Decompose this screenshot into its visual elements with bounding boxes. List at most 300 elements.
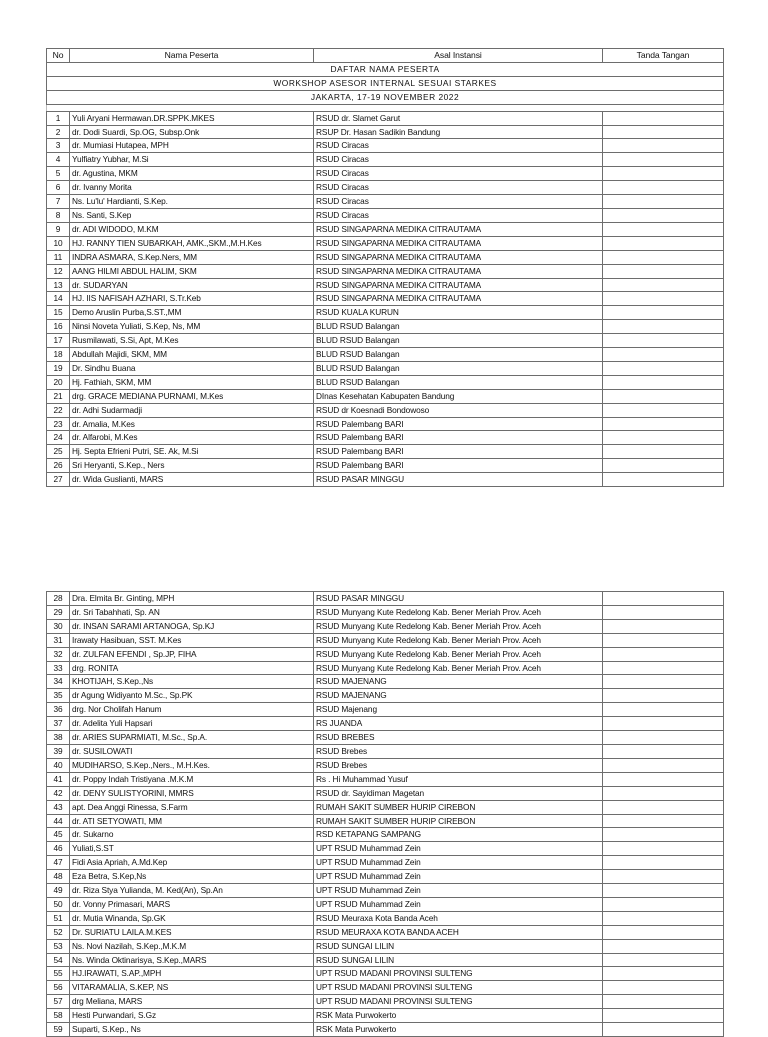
- signature-cell: [603, 897, 724, 911]
- signature-cell: [603, 1009, 724, 1023]
- signature-cell: [603, 758, 724, 772]
- signature-cell: [603, 111, 724, 125]
- signature-cell: [603, 661, 724, 675]
- table-row: [47, 1009, 724, 1023]
- participant-name: dr. SUDARYAN: [70, 278, 314, 292]
- signature-cell: [603, 967, 724, 981]
- row-number: 18: [47, 348, 70, 362]
- signature-cell: [603, 828, 724, 842]
- row-number: 58: [47, 1009, 70, 1023]
- participant-institution: RSUD dr. Sayidiman Magetan: [314, 786, 603, 800]
- participant-institution: RUMAH SAKIT SUMBER HURIP CIREBON: [314, 800, 603, 814]
- table-row: [47, 389, 724, 403]
- participant-institution: RSUD Ciracas: [314, 208, 603, 222]
- row-number: 9: [47, 222, 70, 236]
- row-number: 33: [47, 661, 70, 675]
- signature-cell: [603, 800, 724, 814]
- signature-cell: [603, 633, 724, 647]
- participant-name: Rusmilawati, S.Si, Apt, M.Kes: [70, 334, 314, 348]
- participant-name: Ninsi Noveta Yuliati, S.Kep, Ns, MM: [70, 320, 314, 334]
- participant-institution: RS JUANDA: [314, 717, 603, 731]
- signature-cell: [603, 842, 724, 856]
- participant-name: HJ. IIS NAFISAH AZHARI, S.Tr.Keb: [70, 292, 314, 306]
- participant-name: Demo Aruslin Purba,S.ST.,MM: [70, 306, 314, 320]
- table-row: [47, 195, 724, 209]
- signature-cell: [603, 292, 724, 306]
- participant-name: dr. Agustina, MKM: [70, 167, 314, 181]
- participant-name: dr. DENY SULISTYORINI, MMRS: [70, 786, 314, 800]
- table-row: [47, 717, 724, 731]
- signature-cell: [603, 320, 724, 334]
- participant-institution: RSUD SINGAPARNA MEDIKA CITRAUTAMA: [314, 250, 603, 264]
- participant-name: HJ. RANNY TIEN SUBARKAH, AMK.,SKM.,M.H.Kes: [70, 236, 314, 250]
- table-row: [47, 911, 724, 925]
- row-number: 59: [47, 1023, 70, 1037]
- participant-institution: RSK Mata Purwokerto: [314, 1009, 603, 1023]
- column-header-institution: Asal Instansi: [314, 49, 603, 63]
- table-row: [47, 689, 724, 703]
- signature-cell: [603, 181, 724, 195]
- participant-institution: RSUD Munyang Kute Redelong Kab. Bener Meriah Prov. Aceh: [314, 633, 603, 647]
- signature-cell: [603, 167, 724, 181]
- signature-cell: [603, 222, 724, 236]
- participant-institution: RSUD SINGAPARNA MEDIKA CITRAUTAMA: [314, 278, 603, 292]
- participant-institution: RSUD dr. Slamet Garut: [314, 111, 603, 125]
- row-number: 19: [47, 361, 70, 375]
- participant-institution: UPT RSUD Muhammad Zein: [314, 897, 603, 911]
- signature-cell: [603, 870, 724, 884]
- signature-cell: [603, 605, 724, 619]
- participant-name: AANG HILMI ABDUL HALIM, SKM: [70, 264, 314, 278]
- participant-institution: BLUD RSUD Balangan: [314, 348, 603, 362]
- signature-cell: [603, 619, 724, 633]
- participant-institution: UPT RSUD MADANI PROVINSI SULTENG: [314, 967, 603, 981]
- row-number: 52: [47, 925, 70, 939]
- participant-name: dr. ZULFAN EFENDI , Sp.JP, FIHA: [70, 647, 314, 661]
- row-number: 35: [47, 689, 70, 703]
- table-row: [47, 967, 724, 981]
- signature-cell: [603, 703, 724, 717]
- table-row: [47, 981, 724, 995]
- participant-name: dr. Riza Stya Yulianda, M. Ked(An), Sp.An: [70, 884, 314, 898]
- participant-institution: RSUD PASAR MINGGU: [314, 473, 603, 487]
- table-row: [47, 167, 724, 181]
- table-row: [47, 856, 724, 870]
- signature-cell: [603, 473, 724, 487]
- signature-cell: [603, 1023, 724, 1037]
- participant-institution: RSUD Munyang Kute Redelong Kab. Bener Meriah Prov. Aceh: [314, 619, 603, 633]
- participant-institution: RSUD Ciracas: [314, 153, 603, 167]
- table-row: [47, 675, 724, 689]
- participant-institution: RSUD SINGAPARNA MEDIKA CITRAUTAMA: [314, 264, 603, 278]
- row-number: 5: [47, 167, 70, 181]
- table-row: [47, 772, 724, 786]
- table-row: [47, 403, 724, 417]
- participant-name: drg. RONITA: [70, 661, 314, 675]
- row-number: 16: [47, 320, 70, 334]
- participant-institution: BLUD RSUD Balangan: [314, 320, 603, 334]
- signature-cell: [603, 939, 724, 953]
- participant-name: Abdullah Majidi, SKM, MM: [70, 348, 314, 362]
- participant-institution: RSUP Dr. Hasan Sadikin Bandung: [314, 125, 603, 139]
- participant-institution: RSUD Palembang BARI: [314, 445, 603, 459]
- participant-institution: RSUD dr Koesnadi Bondowoso: [314, 403, 603, 417]
- participant-table-1: [46, 48, 724, 487]
- row-number: 32: [47, 647, 70, 661]
- table-row: [47, 1023, 724, 1037]
- participant-institution: RSUD Brebes: [314, 758, 603, 772]
- participant-institution: RUMAH SAKIT SUMBER HURIP CIREBON: [314, 814, 603, 828]
- participant-institution: BLUD RSUD Balangan: [314, 361, 603, 375]
- row-number: 21: [47, 389, 70, 403]
- column-header-signature: Tanda Tangan: [603, 49, 724, 63]
- participant-name: dr. Dodi Suardi, Sp.OG, Subsp.Onk: [70, 125, 314, 139]
- participant-institution: RSUD BREBES: [314, 731, 603, 745]
- signature-cell: [603, 772, 724, 786]
- column-header-no: No: [47, 49, 70, 63]
- table-row: [47, 842, 724, 856]
- participant-institution: UPT RSUD Muhammad Zein: [314, 870, 603, 884]
- participant-name: dr. ADI WIDODO, M.KM: [70, 222, 314, 236]
- table-row: [47, 703, 724, 717]
- row-number: 17: [47, 334, 70, 348]
- document-title: DAFTAR NAMA PESERTA: [47, 62, 724, 76]
- participant-name: Yulfiatry Yubhar, M.Si: [70, 153, 314, 167]
- signature-cell: [603, 911, 724, 925]
- participant-name: dr. Poppy Indah Tristiyana .M.K.M: [70, 772, 314, 786]
- signature-cell: [603, 417, 724, 431]
- row-number: 13: [47, 278, 70, 292]
- row-number: 3: [47, 139, 70, 153]
- signature-cell: [603, 236, 724, 250]
- signature-cell: [603, 361, 724, 375]
- table-row: [47, 181, 724, 195]
- row-number: 49: [47, 884, 70, 898]
- table-row: [47, 431, 724, 445]
- participant-name: dr. Adhi Sudarmadji: [70, 403, 314, 417]
- participant-name: dr. Vonny Primasari, MARS: [70, 897, 314, 911]
- signature-cell: [603, 306, 724, 320]
- participant-name: Ns. Santi, S.Kep: [70, 208, 314, 222]
- signature-cell: [603, 195, 724, 209]
- row-number: 43: [47, 800, 70, 814]
- row-number: 20: [47, 375, 70, 389]
- signature-cell: [603, 856, 724, 870]
- participant-institution: UPT RSUD Muhammad Zein: [314, 856, 603, 870]
- table-row: [47, 208, 724, 222]
- signature-cell: [603, 375, 724, 389]
- row-number: 50: [47, 897, 70, 911]
- participant-name: Dr. SURIATU LAILA.M.KES: [70, 925, 314, 939]
- table-row: [47, 417, 724, 431]
- participant-institution: Rs . Hi Muhammad Yusuf: [314, 772, 603, 786]
- participant-institution: RSUD SINGAPARNA MEDIKA CITRAUTAMA: [314, 292, 603, 306]
- signature-cell: [603, 925, 724, 939]
- signature-cell: [603, 125, 724, 139]
- row-number: 10: [47, 236, 70, 250]
- participant-institution: RSUD MAJENANG: [314, 689, 603, 703]
- table-row: [47, 897, 724, 911]
- participant-name: HJ.IRAWATI, S.AP.,MPH: [70, 967, 314, 981]
- participant-name: Dr. Sindhu Buana: [70, 361, 314, 375]
- header-spacer: [47, 104, 724, 111]
- signature-cell: [603, 403, 724, 417]
- row-number: 31: [47, 633, 70, 647]
- participant-name: dr. Sukarno: [70, 828, 314, 842]
- column-header-name: Nama Peserta: [70, 49, 314, 63]
- participant-institution: RSUD SINGAPARNA MEDIKA CITRAUTAMA: [314, 236, 603, 250]
- table-row: [47, 250, 724, 264]
- row-number: 48: [47, 870, 70, 884]
- table-row: [47, 348, 724, 362]
- row-number: 47: [47, 856, 70, 870]
- signature-cell: [603, 647, 724, 661]
- participant-name: drg. GRACE MEDIANA PURNAMI, M.Kes: [70, 389, 314, 403]
- participant-name: apt. Dea Anggi Rinessa, S.Farm: [70, 800, 314, 814]
- table-row: [47, 995, 724, 1009]
- row-number: 42: [47, 786, 70, 800]
- signature-cell: [603, 675, 724, 689]
- participant-name: drg. Nor Cholifah Hanum: [70, 703, 314, 717]
- participant-institution: BLUD RSUD Balangan: [314, 334, 603, 348]
- participant-institution: RSUD Meuraxa Kota Banda Aceh: [314, 911, 603, 925]
- participant-institution: UPT RSUD MADANI PROVINSI SULTENG: [314, 995, 603, 1009]
- signature-cell: [603, 689, 724, 703]
- participant-institution: RSUD SUNGAI LILIN: [314, 953, 603, 967]
- participant-name: Ns. Winda Oktinarisya, S.Kep.,MARS: [70, 953, 314, 967]
- row-number: 39: [47, 744, 70, 758]
- participant-rows-2: [47, 592, 724, 1037]
- participant-institution: RSUD Munyang Kute Redelong Kab. Bener Meriah Prov. Aceh: [314, 647, 603, 661]
- participant-institution: RSUD SINGAPARNA MEDIKA CITRAUTAMA: [314, 222, 603, 236]
- row-number: 14: [47, 292, 70, 306]
- table-row: [47, 306, 724, 320]
- signature-cell: [603, 981, 724, 995]
- row-number: 15: [47, 306, 70, 320]
- participant-name: Sri Heryanti, S.Kep., Ners: [70, 459, 314, 473]
- table-row: [47, 619, 724, 633]
- participant-name: dr. Adelita Yuli Hapsari: [70, 717, 314, 731]
- row-number: 6: [47, 181, 70, 195]
- row-number: 12: [47, 264, 70, 278]
- row-number: 51: [47, 911, 70, 925]
- table-row: [47, 870, 724, 884]
- row-number: 8: [47, 208, 70, 222]
- table-row: [47, 800, 724, 814]
- table-row: [47, 264, 724, 278]
- participant-name: dr. ATI SETYOWATI, MM: [70, 814, 314, 828]
- row-number: 23: [47, 417, 70, 431]
- participant-institution: RSUD Majenang: [314, 703, 603, 717]
- row-number: 45: [47, 828, 70, 842]
- participant-name: dr. Ivanny Morita: [70, 181, 314, 195]
- table-row: [47, 592, 724, 606]
- signature-cell: [603, 814, 724, 828]
- participant-institution: RSUD KUALA KURUN: [314, 306, 603, 320]
- row-number: 55: [47, 967, 70, 981]
- participant-name: KHOTIJAH, S.Kep.,Ns: [70, 675, 314, 689]
- participant-name: dr. INSAN SARAMI ARTANOGA, Sp.KJ: [70, 619, 314, 633]
- table-row: [47, 375, 724, 389]
- participant-name: dr. Wida Guslianti, MARS: [70, 473, 314, 487]
- signature-cell: [603, 459, 724, 473]
- signature-cell: [603, 884, 724, 898]
- participant-institution: RSUD Munyang Kute Redelong Kab. Bener Meriah Prov. Aceh: [314, 661, 603, 675]
- row-number: 7: [47, 195, 70, 209]
- participant-institution: UPT RSUD Muhammad Zein: [314, 884, 603, 898]
- row-number: 56: [47, 981, 70, 995]
- participant-name: dr. Mutia Winanda, Sp.GK: [70, 911, 314, 925]
- signature-cell: [603, 731, 724, 745]
- participant-name: Irawaty Hasibuan, SST. M.Kes: [70, 633, 314, 647]
- participant-name: drg Meliana, MARS: [70, 995, 314, 1009]
- event-place-date: JAKARTA, 17-19 NOVEMBER 2022: [47, 90, 724, 104]
- table-row: [47, 814, 724, 828]
- table-row: [47, 953, 724, 967]
- row-number: 57: [47, 995, 70, 1009]
- row-number: 4: [47, 153, 70, 167]
- signature-cell: [603, 348, 724, 362]
- signature-cell: [603, 953, 724, 967]
- signature-cell: [603, 592, 724, 606]
- signature-cell: [603, 208, 724, 222]
- table-row: [47, 828, 724, 842]
- table-row: [47, 939, 724, 953]
- signature-cell: [603, 717, 724, 731]
- signature-cell: [603, 264, 724, 278]
- participant-name: Dra. Elmita Br. Ginting, MPH: [70, 592, 314, 606]
- signature-cell: [603, 995, 724, 1009]
- column-header-row: [47, 49, 724, 63]
- row-number: 26: [47, 459, 70, 473]
- event-title: WORKSHOP ASESOR INTERNAL SESUAI STARKES: [47, 76, 724, 90]
- participant-institution: RSUD Ciracas: [314, 167, 603, 181]
- row-number: 28: [47, 592, 70, 606]
- participant-institution: UPT RSUD MADANI PROVINSI SULTENG: [314, 981, 603, 995]
- table-row: [47, 731, 724, 745]
- signature-cell: [603, 389, 724, 403]
- table-row: [47, 125, 724, 139]
- participant-institution: RSUD MAJENANG: [314, 675, 603, 689]
- table-row: [47, 334, 724, 348]
- participant-institution: RSUD SUNGAI LILIN: [314, 939, 603, 953]
- signature-cell: [603, 250, 724, 264]
- participant-name: dr. Alfarobi, M.Kes: [70, 431, 314, 445]
- table-row: [47, 445, 724, 459]
- row-number: 37: [47, 717, 70, 731]
- table-row: [47, 758, 724, 772]
- participant-institution: RSUD Palembang BARI: [314, 431, 603, 445]
- participant-institution: BLUD RSUD Balangan: [314, 375, 603, 389]
- row-number: 41: [47, 772, 70, 786]
- participant-name: Suparti, S.Kep., Ns: [70, 1023, 314, 1037]
- row-number: 11: [47, 250, 70, 264]
- row-number: 40: [47, 758, 70, 772]
- row-number: 34: [47, 675, 70, 689]
- participant-institution: RSUD Munyang Kute Redelong Kab. Bener Meriah Prov. Aceh: [314, 605, 603, 619]
- table-row: [47, 605, 724, 619]
- participant-institution: RSUD Ciracas: [314, 139, 603, 153]
- signature-cell: [603, 786, 724, 800]
- participant-name: dr. Mumiasi Hutapea, MPH: [70, 139, 314, 153]
- participant-name: dr. Sri Tabahhati, Sp. AN: [70, 605, 314, 619]
- table-row: [47, 884, 724, 898]
- participant-name: Ns. Novi Nazilah, S.Kep.,M.K.M: [70, 939, 314, 953]
- participant-institution: RSK Mata Purwokerto: [314, 1023, 603, 1037]
- signature-cell: [603, 431, 724, 445]
- table-row: [47, 633, 724, 647]
- row-number: 1: [47, 111, 70, 125]
- participant-institution: RSUD MEURAXA KOTA BANDA ACEH: [314, 925, 603, 939]
- row-number: 30: [47, 619, 70, 633]
- signature-cell: [603, 139, 724, 153]
- row-number: 24: [47, 431, 70, 445]
- participant-name: Yuli Aryani Hermawan.DR.SPPK.MKES: [70, 111, 314, 125]
- participant-institution: RSUD PASAR MINGGU: [314, 592, 603, 606]
- row-number: 38: [47, 731, 70, 745]
- participant-institution: DInas Kesehatan Kabupaten Bandung: [314, 389, 603, 403]
- row-number: 29: [47, 605, 70, 619]
- participant-name: dr. SUSILOWATI: [70, 744, 314, 758]
- sheet-header: [47, 62, 724, 111]
- row-number: 25: [47, 445, 70, 459]
- participant-name: INDRA ASMARA, S.Kep.Ners, MM: [70, 250, 314, 264]
- row-number: 27: [47, 473, 70, 487]
- participant-name: dr Agung Widiyanto M.Sc., Sp.PK: [70, 689, 314, 703]
- table-row: [47, 744, 724, 758]
- table-row: [47, 222, 724, 236]
- participant-institution: RSD KETAPANG SAMPANG: [314, 828, 603, 842]
- signature-cell: [603, 334, 724, 348]
- participant-name: VITARAMALIA, S.KEP, NS: [70, 981, 314, 995]
- table-row: [47, 361, 724, 375]
- participant-institution: RSUD Brebes: [314, 744, 603, 758]
- participant-name: Yuliati,S.ST: [70, 842, 314, 856]
- participant-institution: RSUD Palembang BARI: [314, 459, 603, 473]
- participant-institution: RSUD Palembang BARI: [314, 417, 603, 431]
- participant-name: Ns. Lu'lu' Hardianti, S.Kep.: [70, 195, 314, 209]
- signature-cell: [603, 278, 724, 292]
- signature-cell: [603, 744, 724, 758]
- table-row: [47, 459, 724, 473]
- table-row: [47, 278, 724, 292]
- participant-table-2: [46, 591, 724, 1037]
- row-number: 54: [47, 953, 70, 967]
- row-number: 2: [47, 125, 70, 139]
- row-number: 36: [47, 703, 70, 717]
- table-row: [47, 292, 724, 306]
- table-row: [47, 236, 724, 250]
- signature-cell: [603, 445, 724, 459]
- table-row: [47, 111, 724, 125]
- participant-name: Fidi Asia Apriah, A.Md.Kep: [70, 856, 314, 870]
- table-row: [47, 647, 724, 661]
- participant-name: Hesti Purwandari, S.Gz: [70, 1009, 314, 1023]
- participant-institution: RSUD Ciracas: [314, 195, 603, 209]
- participant-name: MUDIHARSO, S.Kep.,Ners., M.H.Kes.: [70, 758, 314, 772]
- participant-institution: RSUD Ciracas: [314, 181, 603, 195]
- participant-name: dr. Amalia, M.Kes: [70, 417, 314, 431]
- row-number: 44: [47, 814, 70, 828]
- row-number: 46: [47, 842, 70, 856]
- signature-cell: [603, 153, 724, 167]
- table-row: [47, 320, 724, 334]
- participant-name: Hj. Septa Efrieni Putri, SE. Ak, M.Si: [70, 445, 314, 459]
- participant-name: Eza Betra, S.Kep,Ns: [70, 870, 314, 884]
- row-number: 22: [47, 403, 70, 417]
- table-row: [47, 153, 724, 167]
- row-number: 53: [47, 939, 70, 953]
